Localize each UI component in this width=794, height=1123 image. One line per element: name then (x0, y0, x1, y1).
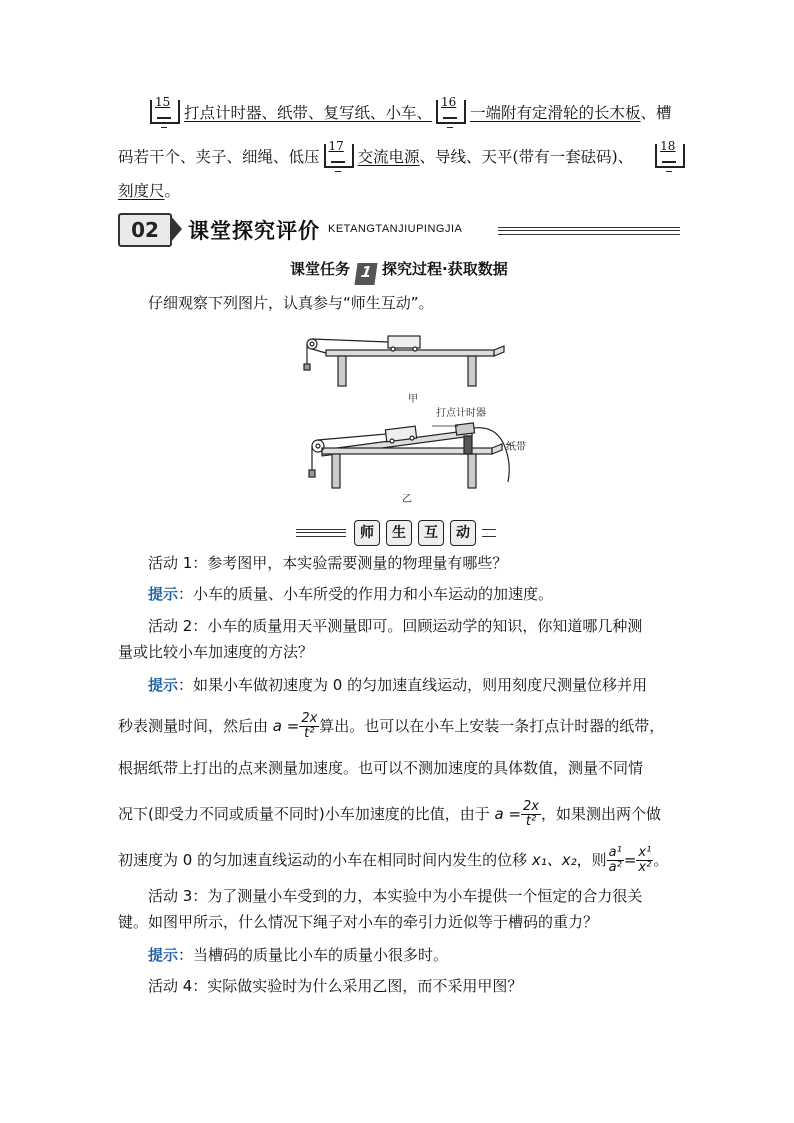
banner-char: 动 (450, 520, 476, 546)
task-heading: 课堂任务 1 探究过程·获取数据 (290, 258, 508, 285)
fraction-2x-t2: $\frac{2x}{\text{t²}}$ (301, 711, 318, 741)
blank-box-15: 15 (150, 100, 180, 124)
label-yi: 乙 (402, 494, 412, 505)
activity-2-line-1: 活动 2：小车的质量用天平测量即可。回顾运动学的知识，你知道哪几种测 (148, 617, 643, 635)
blank-box-16: 16 (436, 100, 466, 124)
section-header (118, 213, 680, 245)
intro-line-3: 刻度尺。 (118, 182, 181, 200)
intro-line-2: 码若干个、夹子、细绳、低压 17 交流电源、导线、天平(带有一套砝码)、 18 (118, 144, 689, 168)
activity-3-line-1: 活动 3：为了测量小车受到的力，本实验中为小车提供一个恒定的合力很关 (148, 887, 643, 905)
section-rule (498, 227, 680, 235)
fraction-2x-t2: $\frac{2x}{\text{t²}}$ (523, 799, 539, 829)
activity-3-line-2: 键。如图甲所示，什么情况下绳子对小车的牵引力近似等于槽码的重力？ (118, 913, 599, 931)
arrow-icon (170, 215, 182, 243)
section-title: 课堂探究评价 (188, 219, 320, 243)
label-timer: 打点计时器 (436, 408, 486, 419)
hint-2-line-1: 提示：如果小车做初速度为 0 的匀加速直线运动，则用刻度尺测量位移并用 (148, 676, 648, 694)
label-tape: 纸带 (506, 442, 526, 453)
task-number: 1 (354, 263, 377, 285)
banner-char: 师 (354, 520, 380, 546)
label-jia: 甲 (408, 394, 418, 405)
fraction-a-ratio: $\frac{\text{a¹}}{\text{a²}}$ (608, 845, 622, 875)
hint-2-line-4: 况下(即受力不同或质量不同时)小车加速度的比值，由于 a = $\frac{2x}{\text{t²}}$ ，如果测出两个做 (118, 799, 661, 829)
fraction-x-ratio: $\frac{\text{x¹}}{\text{x²}}$ (638, 845, 652, 875)
intro-line-1: 15 打点计时器、纸带、复写纸、小车、 16 一端附有定滑轮的长木板、槽 (146, 100, 672, 124)
hint-2-line-5: 初速度为 0 的匀加速直线运动的小车在相同时间内发生的位移 x₁、x₂，则 $\frac{\text{a¹}}{\text{a²}}$ = $\frac{\text{x¹}}{\text{x²}}$ 。 (118, 845, 669, 875)
blank-box-18: 18 (655, 144, 685, 168)
activity-1: 活动 1：参考图甲，本实验需要测量的物理量有哪些？ (148, 554, 508, 572)
figure-jia (304, 336, 504, 386)
blank-box-17: 17 (324, 144, 354, 168)
banner-char: 互 (418, 520, 444, 546)
section-subtitle: KETANGTANJIUPINGJIA (328, 223, 463, 235)
banner-char: 生 (386, 520, 412, 546)
observe-text: 仔细观察下列图片，认真参与“师生互动”。 (148, 294, 434, 312)
activity-4: 活动 4：实际做实验时为什么采用乙图，而不采用甲图？ (148, 977, 523, 995)
experiment-figure (296, 322, 536, 510)
section-badge: 02 (118, 213, 172, 247)
activity-2-line-2: 量或比较小车加速度的方法？ (118, 643, 314, 661)
hint-3: 提示：当槽码的质量比小车的质量小很多时。 (148, 946, 449, 964)
hint-2-line-3: 根据纸带上打出的点来测量加速度。也可以不测加速度的具体数值，测量不同情 (118, 759, 644, 777)
figure-yi (309, 423, 514, 488)
hint-1: 提示：小车的质量、小车所受的作用力和小车运动的加速度。 (148, 585, 554, 603)
hint-2-line-2: 秒表测量时间，然后由 a = $\frac{2x}{\text{t²}}$ 算出。也可以在小车上安装一条打点计时器的纸带， (118, 711, 665, 741)
interaction-banner (296, 520, 496, 546)
